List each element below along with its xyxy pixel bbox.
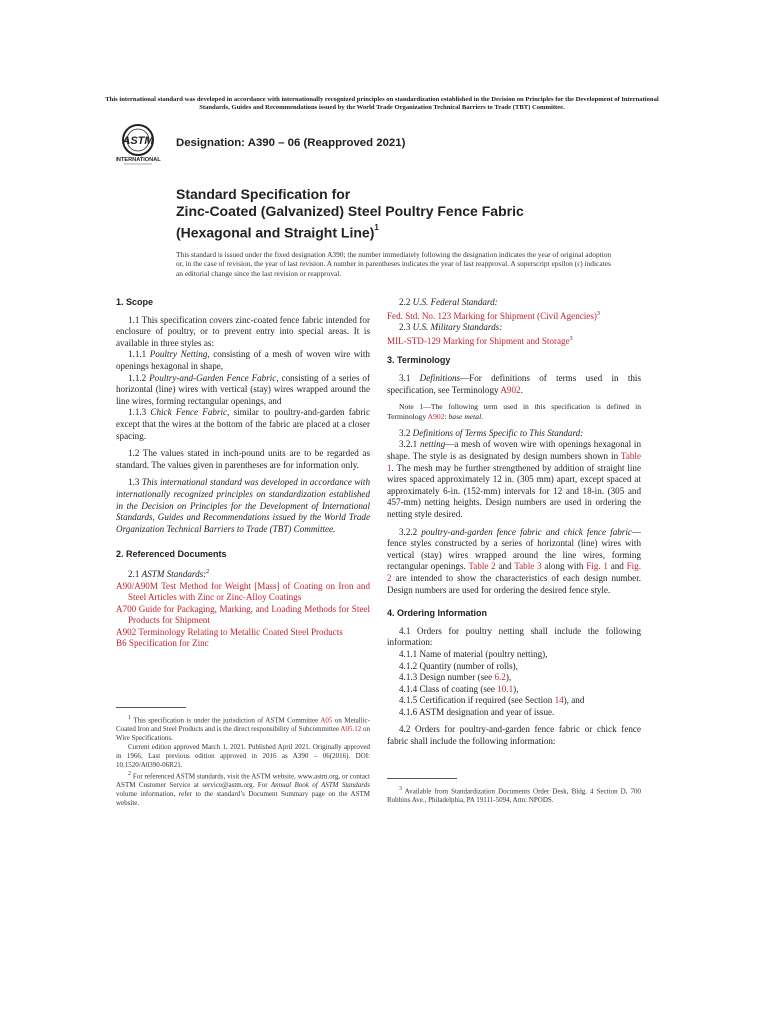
section-6-2-link[interactable]: 6.2: [494, 672, 506, 683]
section-3-2-2: 3.2.2 poultry-and-garden fence fabric and chick fence fabric—fence styles constructed by a series of horizontal (line) wires with vertical (stay) wires wrapped around the line wires, forming rectangular openings. Table 2 and Table 3 along with Fig. 1 and Fig. 2 are intended to show the characteristics of each design number. Design numbers are used for ordering the desired fence style.: [387, 526, 641, 595]
order-item-4-1-1: 4.1.1 Name of material (poultry netting),: [399, 648, 548, 659]
table-1-link[interactable]: Table 1: [387, 451, 641, 473]
section-10-1-link[interactable]: 10.1: [497, 683, 514, 694]
section-2-2: 2.2 U.S. Federal Standard:: [399, 297, 498, 307]
section-1-1-1: 1.1.1 Poultry Netting, consisting of a mesh of woven wire with openings hexagonal in shape,: [116, 349, 370, 371]
astm-logo-icon: [116, 122, 166, 168]
reference-b6[interactable]: B6 Specification for Zinc: [116, 638, 209, 649]
footnote-1-edition: Current edition approved March 1, 2021. Published April 2021. Originally approved in 1966. Last previous edition approved in 2016 as A390 – 06(2016). DOI: 10.1520/A0390-06R21.: [116, 743, 370, 769]
fig-1-link[interactable]: Fig. 1: [586, 561, 608, 572]
standardization-banner: This international standard was developed in accordance with internationally recognized principles on standardization established in the Decision on Principles for the Development of International Standards, Guides and Recommendations issued by the World Trade Organization Technical Barriers to Trade (TBT) Committee.: [105, 96, 659, 112]
section-3-2-1: 3.2.1 netting—a mesh of woven wire with openings hexagonal in shape. The style is as designated by design numbers shown in Table 1. The mesh may be further strengthened by addition of straight line wires spaced approximately 12 in. (305 mm) apart, except spaced at approximately 6-in. (152-mm) intervals for 12 and 18-in. (305 and 457-mm) netting heights. Design numbers are used in ordering the netting style desired.: [387, 439, 642, 519]
section-4-2: 4.2 Orders for poultry-and-garden fence fabric or chick fence fabric shall include the following information:: [387, 724, 641, 747]
section-2-1: 2.1 ASTM Standards:$^2$: [128, 568, 210, 579]
reference-a700[interactable]: A700 Guide for Packaging, Marking, and Loading Methods for Steel Products for Shipment: [116, 603, 370, 626]
fig-2-link[interactable]: Fig. 2: [387, 561, 641, 583]
section-1-2: 1.2 The values stated in inch-pound units are to be regarded as standard. The values given in parentheses are for information only.: [116, 448, 370, 470]
reference-mil-std-129[interactable]: MIL-STD-129 Marking for Shipment and Storage$^3$: [387, 335, 573, 346]
footnote-2: $^2$ For referenced ASTM standards, visit the ASTM website, www.astm.org, or contact ASTM Customer Service at service@astm.org. For Annual Book of ASTM Standards volume information, refer to the standard’s Document Summary page on the ASTM website.: [116, 770, 370, 807]
svg-text:INTERNATIONAL: INTERNATIONAL: [116, 157, 161, 163]
section-1-1-3: 1.1.3 Chick Fence Fabric, similar to poultry-and-garden fabric except that the wires at the bottom of the fabric are placed at a closer spacing.: [116, 407, 370, 441]
document-title: [176, 186, 616, 242]
footnote-rule-right: [387, 778, 457, 779]
order-item-4-1-6: 4.1.6 ASTM designation and year of issue.: [399, 706, 555, 717]
left-column: [116, 297, 370, 650]
order-item-4-1-4: 4.1.4 Class of coating (see 10.1),: [399, 683, 519, 694]
title-line-1: Standard Specification for: [176, 186, 351, 202]
section-4-1: 4.1 Orders for poultry netting shall include the following information:: [387, 625, 641, 648]
footnote-3: $^3$ Available from Standardization Documents Order Desk, Bldg. 4 Section D, 700 Robbins Ave., Philadelphia, PA 19111-5094, Attn: NPODS.: [387, 786, 641, 805]
committee-a05-link[interactable]: A05: [320, 716, 333, 725]
section-1-1-2: 1.1.2 Poultry-and-Garden Fence Fabric, consisting of a series of horizontal (line) wires with vertical (stay) wires wrapped around the line wires, forming rectangular openings, and: [116, 372, 370, 406]
order-item-4-1-2: 4.1.2 Quantity (number of rolls),: [399, 660, 518, 671]
subcommittee-a05-12-link[interactable]: A05.12: [340, 725, 362, 734]
note-a902-link[interactable]: A902: [427, 412, 445, 422]
reference-a90[interactable]: A90/A90M Test Method for Weight [Mass] of Coating on Iron and Steel Articles with Zinc or Zinc-Alloy Coatings: [116, 580, 370, 603]
ordering-information-heading: 4. Ordering Information: [387, 608, 488, 619]
reference-a902[interactable]: A902 Terminology Relating to Metallic Coated Steel Products: [116, 626, 343, 637]
table-3-link[interactable]: Table 3: [514, 561, 542, 572]
referenced-documents-heading: 2. Referenced Documents: [116, 549, 227, 560]
section-1-1: 1.1 This specification covers zinc-coated fence fabric intended for enclosure of poultry, or to prevent entry into special areas. It is available in three styles as:: [116, 314, 370, 348]
note-1: Note 1—The following term used in this specification is defined in Terminology A902: base metal.: [387, 402, 641, 422]
section-2-3: 2.3 U.S. Military Standards:: [399, 322, 503, 333]
designation-note: This standard is issued under the fixed designation A390; the number immediately following the designation indicates the year of original adoption or, in the case of revision, the year of last revision. A number in parentheses indicates the year of last reapproval. A superscript epsilon (ε) indicates an editorial change since the last revision or reapproval.: [176, 250, 612, 278]
terminology-heading: 3. Terminology: [387, 355, 451, 366]
scope-heading: 1. Scope: [116, 297, 154, 307]
right-column: [387, 297, 641, 748]
section-14-link[interactable]: 14: [554, 695, 564, 706]
title-line-3: (Hexagonal and Straight Line)$^1$: [176, 222, 379, 241]
order-item-4-1-3: 4.1.3 Design number (see 6.2),: [399, 672, 512, 683]
designation: Designation: A390 – 06 (Reapproved 2021): [176, 137, 406, 149]
astm-logo: [116, 122, 166, 168]
footnote-1: $^1$ This specification is under the jurisdiction of ASTM Committee A05 on Metallic-Coated Iron and Steel Products and is the direct responsibility of Subcommittee A05.12 on Wire Specifications.: [116, 715, 370, 743]
reference-fed-std-123[interactable]: Fed. Std. No. 123 Marking for Shipment (Civil Agencies)$^3$: [387, 310, 600, 321]
section-3-2: 3.2 Definitions of Terms Specific to This Standard:: [399, 427, 584, 438]
footnote-rule-left: [116, 707, 186, 708]
a902-link[interactable]: A902: [500, 384, 521, 395]
section-1-3: 1.3 This international standard was developed in accordance with internationally recognized principles on standardization established in the Decision on Principles for the Development of International Standards, Guides and Recommendations issued by the World Trade Organization Technical Barriers to Trade (TBT) Committee.: [116, 477, 370, 534]
footnotes-right: [387, 785, 641, 805]
table-2-link[interactable]: Table 2: [468, 561, 496, 572]
order-item-4-1-5: 4.1.5 Certification if required (see Section 14), and: [399, 695, 585, 706]
footnotes-left: [116, 714, 370, 808]
title-footnote-mark: 1: [374, 222, 379, 232]
section-3-1: 3.1 Definitions—For definitions of terms used in this specification, see Terminology A902.: [387, 373, 641, 395]
title-line-2: Zinc-Coated (Galvanized) Steel Poultry Fence Fabric: [176, 203, 524, 220]
svg-text:ASTM: ASTM: [122, 135, 154, 147]
